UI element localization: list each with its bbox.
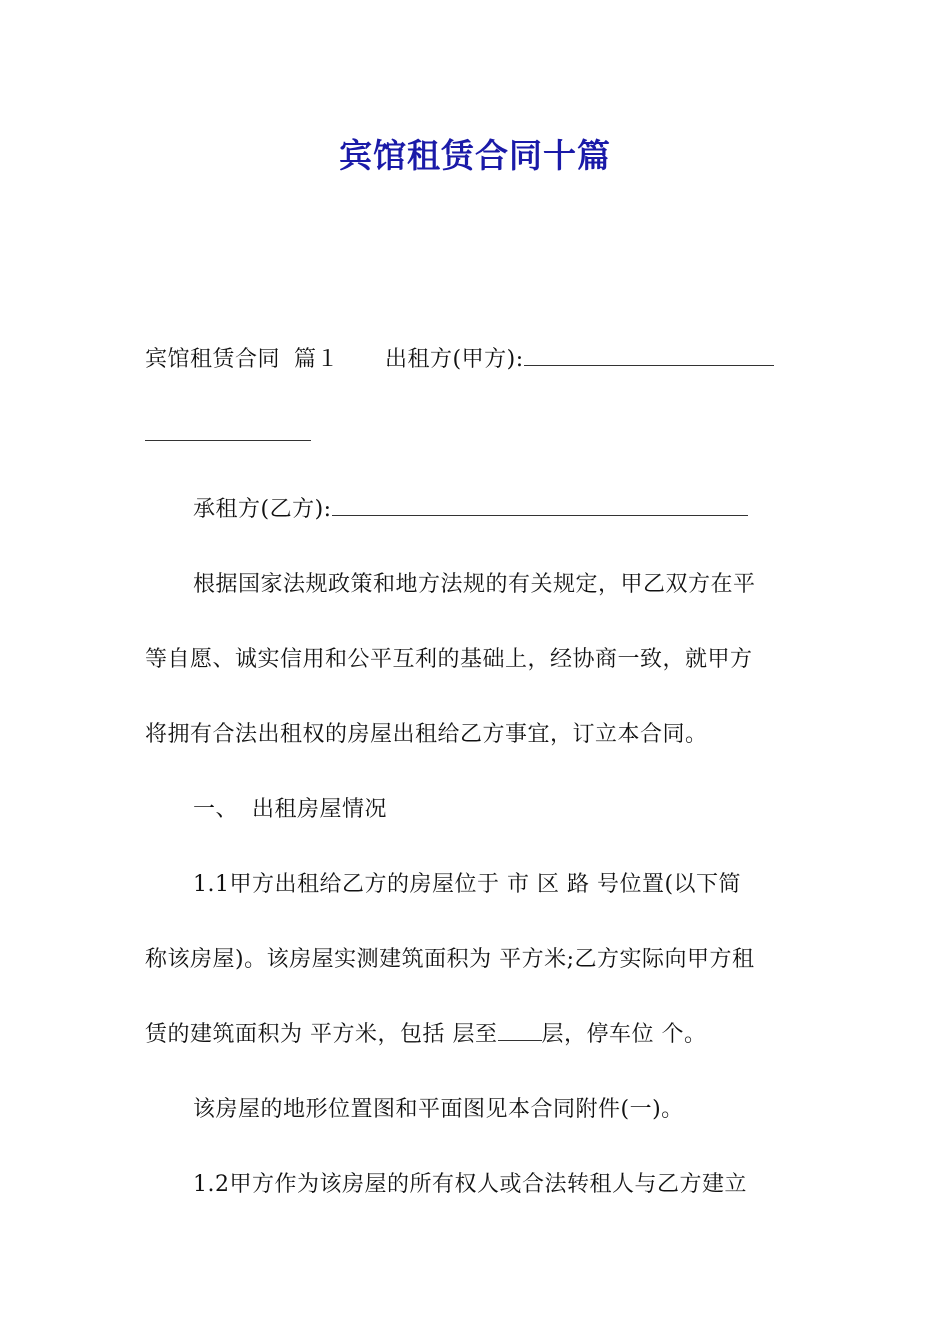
document-title: 宾馆租赁合同十篇 [339, 136, 611, 175]
clause-1-1-line-3 [145, 1020, 810, 1050]
lessor-blank [524, 347, 774, 366]
preamble-line-2: 等自愿、诚实信用和公平互利的基础上，经协商一致，就甲方 [145, 647, 753, 672]
section-title: 出租房屋情况 [252, 797, 388, 822]
preamble-line-3: 将拥有合法出租权的房屋出租给乙方事宜，订立本合同。 [145, 722, 708, 747]
clause-1-1-text-before-blank: 赁的建筑面积为 平方米，包括 层至 [145, 1022, 498, 1047]
lessee-blank [332, 497, 748, 516]
clause-1-1-text-after-blank: 层，停车位 个。 [541, 1022, 707, 1047]
preamble-line-1: 根据国家法规政策和地方法规的有关规定，甲乙双方在平 [193, 572, 756, 597]
lessee-line [193, 495, 810, 525]
chapter-label: 篇１ [294, 347, 340, 372]
lessor-blank-continued-line [145, 420, 810, 450]
lessor-blank-continued [145, 422, 311, 441]
annex-note: 该房屋的地形位置图和平面图见本合同附件(一)。 [193, 1097, 684, 1122]
clause-1-1-line-2: 称该房屋)。该房屋实测建筑面积为 平方米;乙方实际向甲方租 [145, 947, 755, 972]
section-number: 一、 [193, 797, 239, 822]
lessee-label: 承租方(乙方): [193, 497, 332, 522]
clause-1-1-line-1: 1.1甲方出租给乙方的房屋位于 市 区 路 号位置(以下简 [193, 872, 742, 897]
lessor-label: 出租方(甲方): [385, 347, 524, 372]
floor-blank [498, 1022, 542, 1041]
heading-line [145, 345, 810, 375]
contract-name: 宾馆租赁合同 [145, 347, 281, 372]
clause-1-2-line-1: 1.2甲方作为该房屋的所有权人或合法转租人与乙方建立 [193, 1172, 747, 1197]
section-1-heading [193, 795, 810, 825]
